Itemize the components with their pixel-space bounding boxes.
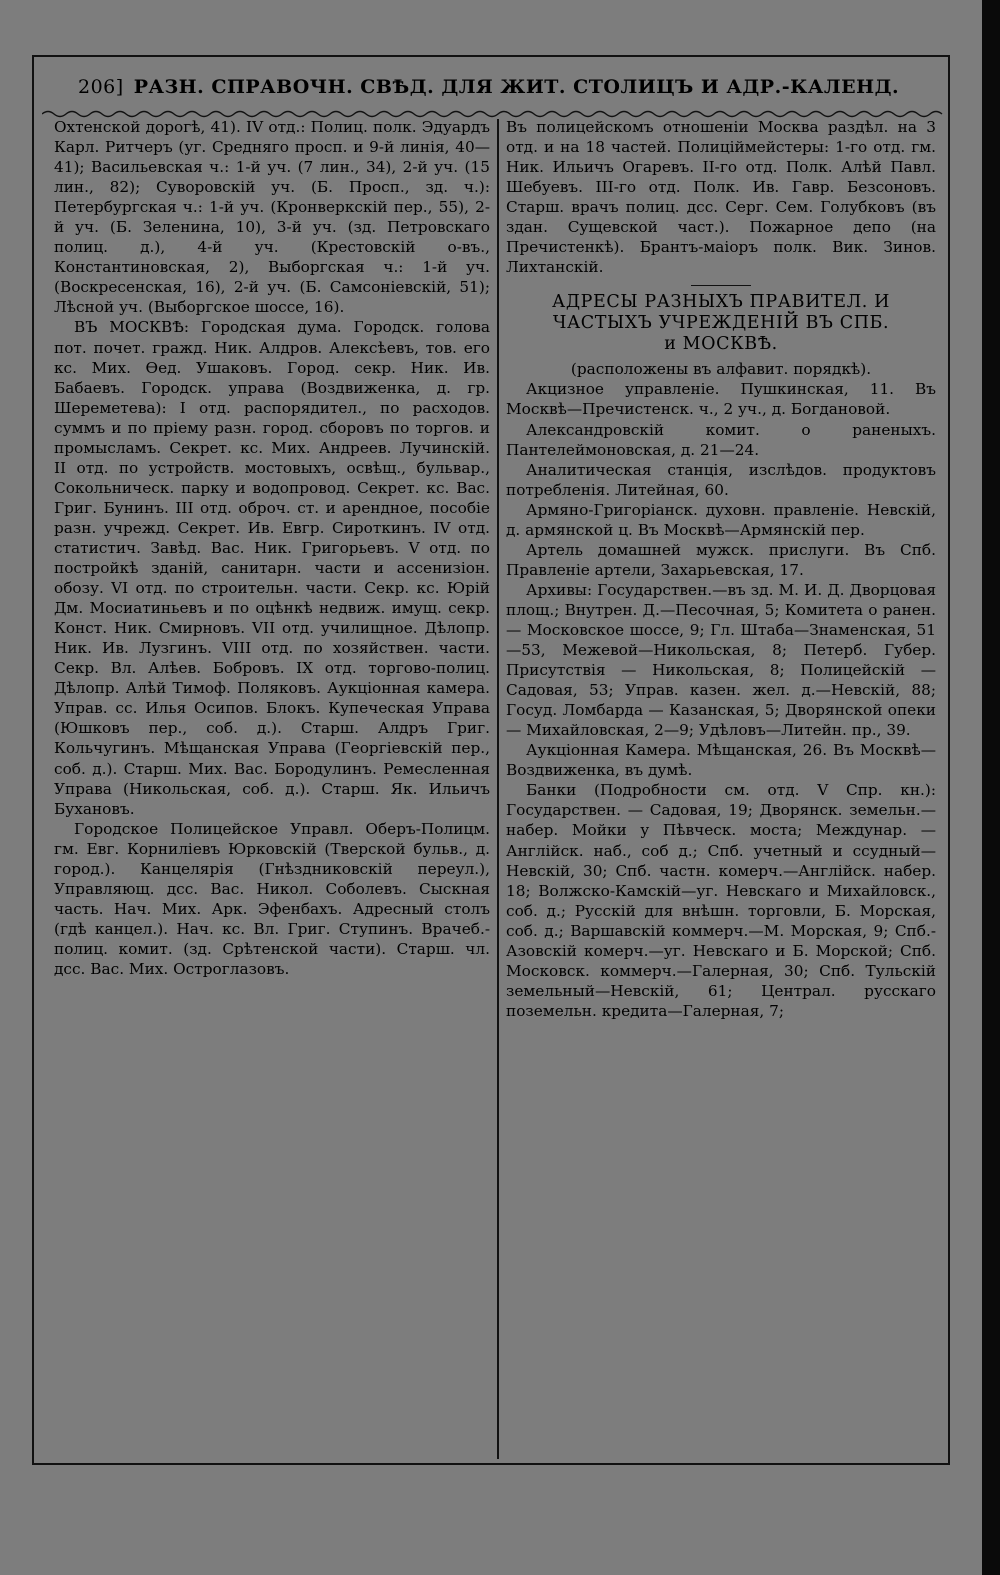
paragraph: Городское Полицейское Управл. Оберъ-Полицм. гм. Евг. Корниліевъ Юрковскій (Тверской бульв., д. город.). Канцелярія (Гнѣздниковскій переул.), Управляющ. дсс. Вас. Никол. Соболевъ. Сыскная часть. Нач. Мих. Арк. Эфенбахъ. Адресный столъ (гдѣ канцел.). Нач. кс. Вл. Григ. Ступинъ. Врачеб.-полиц. комит. (зд. Срѣтенской части). Старш. чл. дсс. Вас. Мих. Остроглазовъ. bbox=[54, 819, 490, 978]
section-title-line: ЧАСТЫХЪ УЧРЕЖДЕНІЙ ВЪ СПБ. bbox=[552, 313, 890, 334]
section-heading bbox=[506, 292, 936, 355]
scan-edge-stripe bbox=[982, 0, 1000, 1575]
running-header bbox=[34, 67, 948, 107]
entry: Александровскій комит. о раненыхъ. Пантелеймоновская, д. 21—24. bbox=[506, 420, 936, 459]
left-column bbox=[54, 117, 490, 1465]
entry: Акцизное управленіе. Пушкинская, 11. Въ Москвѣ—Пречистенск. ч., 2 уч., д. Богдановой. bbox=[506, 380, 936, 419]
right-column bbox=[506, 117, 936, 1465]
entry: Артель домашней мужск. прислуги. Въ Спб. Правленіе артели, Захарьевская, 17. bbox=[506, 540, 936, 579]
column-divider bbox=[497, 119, 499, 1459]
section-note: (расположены въ алфавит. порядкѣ). bbox=[570, 360, 872, 379]
short-rule bbox=[691, 285, 751, 286]
entry: Аукціонная Камера. Мѣщанская, 26. Въ Москвѣ—Воздвиженка, въ думѣ. bbox=[506, 741, 936, 780]
paragraph: Въ полицейскомъ отношеніи Москва раздѣл. на 3 отд. и на 18 частей. Полицiймейстеры: 1-го отд. гм. Ник. Ильичъ Огаревъ. II-го отд. Полк. Алѣй Павл. Шебуевъ. III-го отд. Полк. Ив. Гавр. Безсоновъ. Старш. врачъ полиц. дсс. Серг. Сем. Голубковъ (въ здан. Сущевской част.). Пожарное депо (на Пречистенкѣ). Брантъ-маіоръ полк. Вик. Зинов. Лихтанскій. bbox=[506, 118, 936, 277]
header-title: РАЗН. СПРАВОЧН. СВѢД. ДЛЯ ЖИТ. СТОЛИЦЪ И АДР.-КАЛЕНД. bbox=[133, 76, 900, 98]
book-page bbox=[32, 55, 950, 1465]
entry: Аналитическая станція, изслѣдов. продуктовъ потребленія. Литейная, 60. bbox=[506, 460, 936, 499]
page-number: 206] bbox=[78, 76, 124, 98]
entry: Армяно-Григоріанск. духовн. правленіе. Невскій, д. армянской ц. Въ Москвѣ—Армянскій пер. bbox=[506, 500, 936, 539]
section-title-line: АДРЕСЫ РАЗНЫХЪ ПРАВИТЕЛ. И bbox=[552, 292, 890, 313]
entry: Банки (Подробности см. отд. V Спр. кн.): Государствен. — Садовая, 19; Дворянск. земельн.—набер. Мойки у Пѣвческ. моста; Междунар. — Англійск. наб., соб д.; Спб. учетный и ссудный—Невскій, 30; Спб. частн. комерч.—Англійск. набер. 18; Волжско-Камскій—уг. Невскаго и Михайловск., соб. д.; Русскій для внѣшн. торговли, Б. Морская, соб. д.; Варшавскій коммерч.—М. Морская, 9; Спб.-Азовскій комерч.—уг. Невскаго и Б. Морской; Спб. Московск. коммерч.—Галерная, 30; Спб. Тульскій земельный—Невскій, 61; Централ. русскаго поземельн. кредита—Галерная, 7; bbox=[506, 781, 936, 1020]
paragraph: Охтенской дорогѣ, 41). IV отд.: Полиц. полк. Эдуардъ Карл. Ритчеръ (уг. Средняго просп. и 9-й линія, 40—41); Васильевская ч.: 1-й уч. (7 лин., 34), 2-й уч. (15 лин., 82); Суворовскій уч. (Б. Просп., зд. ч.): Петербургская ч.: 1-й уч. (Кронверкскій пер., 55), 2-й уч. (Б. Зеленина, 10), 3-й уч. (зд. Петровскаго полиц. д.), 4-й уч. (Крестовскій о-въ., Константиновская, 2), Выборгская ч.: 1-й уч. (Воскресенская, 16), 2-й уч. (Б. Самсоніевскій, 51); Лѣсной уч. (Выборгское шоссе, 16). bbox=[54, 118, 490, 317]
paragraph: ВЪ МОСКВѢ: Городская дума. Городск. голова пот. почет. гражд. Ник. Алдров. Алексѣевъ, тов. его кс. Мих. Өед. Ушаковъ. Город. секр. Ник. Ив. Бабаевъ. Городск. управа (Воздвиженка, д. гр. Шереметева): I отд. распорядител., по расходов. суммъ и по пріему разн. город. сборовъ по торгов. и промысламъ. Секрет. кс. Мих. Андреев. Лучинскій. II отд. по устройств. мостовыхъ, освѣщ., бульвар., Сокольническ. парку и водопровод. Секрет. кс. Вас. Григ. Бунинъ. III отд. оброч. ст. и арендное, пособіе разн. учрежд. Секрет. Ив. Евгр. Сироткинъ. IV отд. статистич. Завѣд. Вас. Ник. Григорьевъ. V отд. по постройкѣ зданій, санитарн. части и ассенизіон. обозу. VI отд. по строительн. части. Секр. кс. Юрій Дм. Мосиатиньевъ и по оцѣнкѣ недвиж. имущ. секр. Конст. Ник. Смирновъ. VII отд. училищное. Дѣлопр. Ник. Ив. Лузгинъ. VIII отд. по хозяйствен. части. Секр. Вл. Алѣев. Бобровъ. IX отд. торгово-полиц. Дѣлопр. Алѣй Тимоф. Поляковъ. Аукціонная камера. Управ. сс. Илья Осипов. Блокъ. Купеческая Управа (Юшковъ пер., соб. д.). Старш. Алдръ Григ. Кольчугинъ. Мѣщанская Управа (Георгіевскій пер., соб. д.). Старш. Мих. Вас. Бородулинъ. Ремесленная Управа (Никольская, соб. д.). Старш. Як. Ильичъ Бухановъ. bbox=[54, 318, 490, 818]
entry: Архивы: Государствен.—въ зд. М. И. Д. Дворцовая площ.; Внутрен. Д.—Песочная, 5; Комитета о ранен. — Московское шоссе, 9; Гл. Штаба—Знаменская, 51—53, Межевой—Никольская, 8; Петерб. Губер. Присутствія — Никольская, 8; Полицейскій — Садовая, 53; Управ. казен. жел. д.—Невскій, 88; Госуд. Ломбарда — Казанская, 5; Дворянской опеки — Михайловская, 2—9; Удѣловъ—Литейн. пр., 39. bbox=[506, 580, 936, 740]
section-title-line: и МОСКВѢ. bbox=[664, 334, 778, 355]
